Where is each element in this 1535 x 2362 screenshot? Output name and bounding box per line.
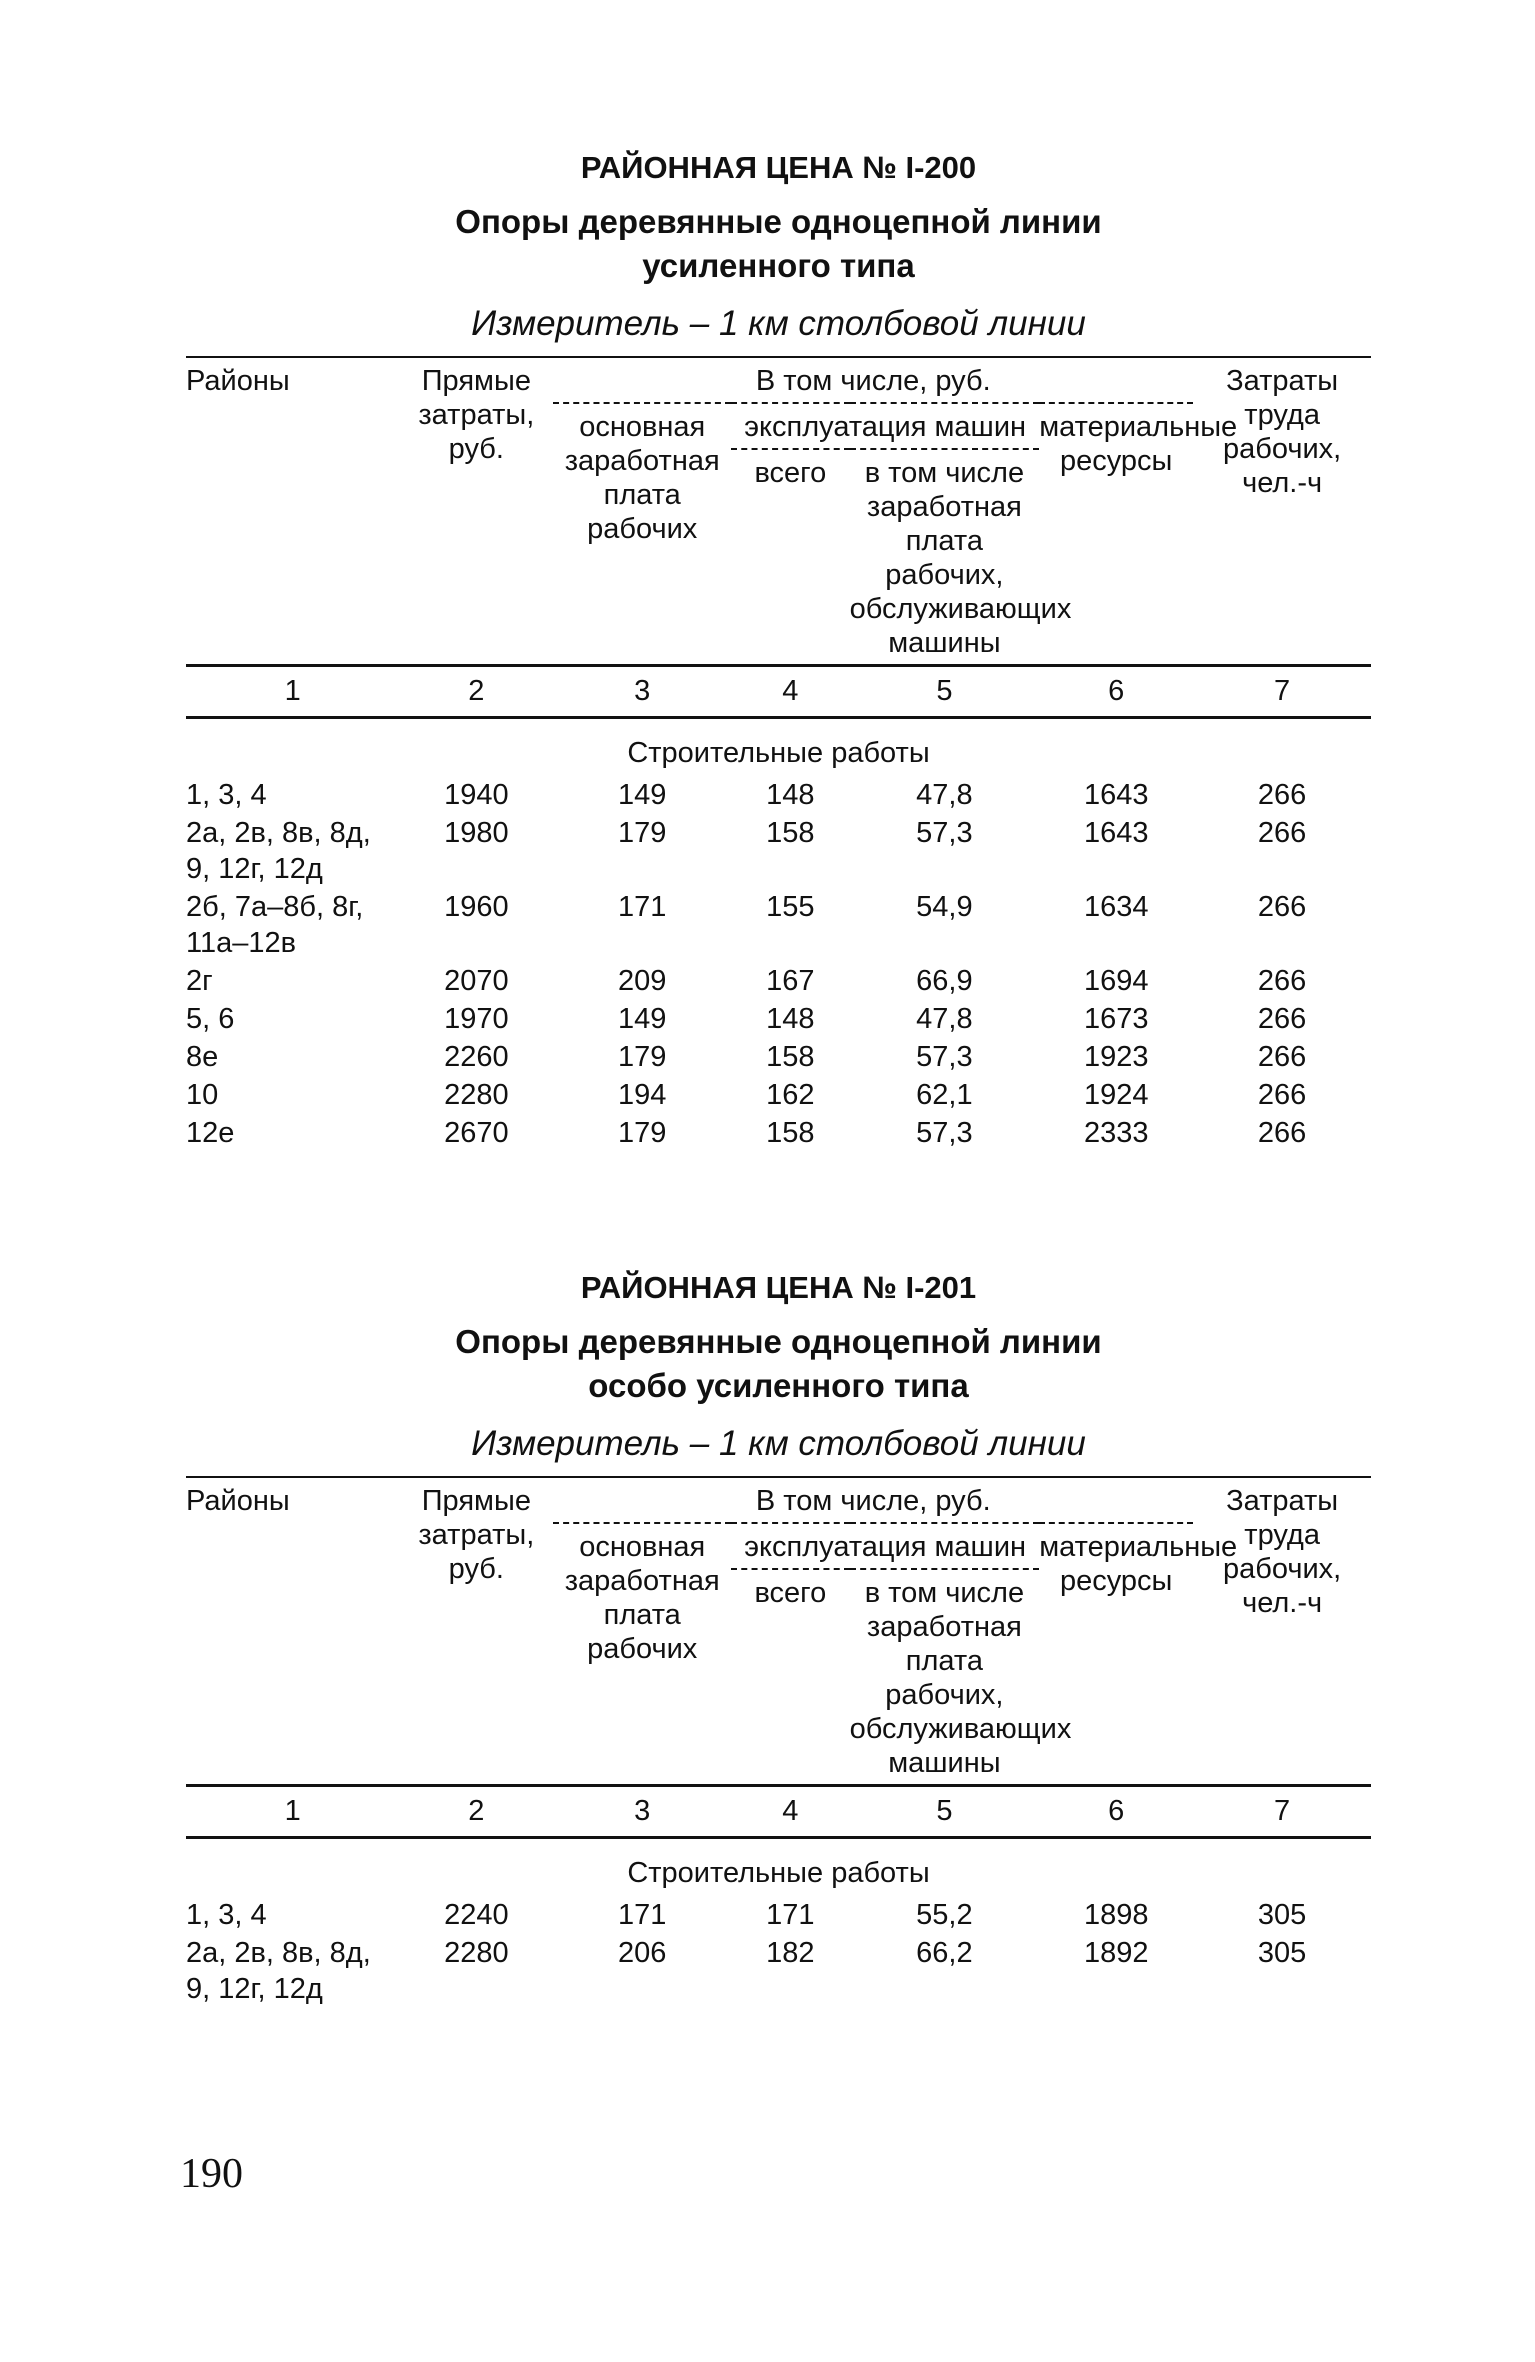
table-body [186, 776, 1371, 1152]
category-label: Строительные работы [627, 1857, 930, 1889]
value-cell: 266 [1257, 817, 1307, 849]
column-number-row [186, 666, 1371, 718]
value-cell: 155 [766, 891, 815, 923]
value-cell: 1892 [1083, 1937, 1149, 1969]
header-direct-costs: Прямые затраты, руб. [399, 1477, 553, 1786]
price-table [186, 1476, 1371, 2008]
value-cell: 1960 [444, 891, 509, 923]
table-row [186, 888, 1371, 962]
value-cell: 171 [618, 891, 667, 923]
category-label: Строительные работы [627, 737, 930, 769]
header-materials: материальные ресурсы [1039, 1531, 1238, 1597]
value-cell: 162 [766, 1079, 815, 1111]
value-cell: 57,3 [916, 1117, 973, 1149]
table-body [186, 1896, 1371, 2008]
header-regions: Районы [186, 1477, 399, 1786]
section-heading: РАЙОННАЯ ЦЕНА № I-201 [580, 1270, 977, 1305]
value-cell: 1694 [1083, 965, 1149, 997]
header-including: В том числе, руб. [553, 357, 1193, 403]
column-number: 3 [553, 666, 731, 718]
value-cell: 266 [1257, 779, 1307, 811]
table-row [186, 1076, 1371, 1114]
value-cell: 62,1 [916, 1079, 973, 1111]
region-cell: 2б, 7а–8б, 8г, 11а–12в [186, 891, 364, 959]
value-cell: 47,8 [916, 779, 973, 811]
value-cell: 57,3 [916, 1041, 973, 1073]
value-cell: 57,3 [916, 817, 973, 849]
column-number: 4 [731, 1786, 850, 1838]
value-cell: 1634 [1083, 891, 1149, 923]
value-cell: 266 [1257, 1003, 1307, 1035]
value-cell: 2280 [444, 1079, 509, 1111]
column-number-row [186, 1786, 1371, 1838]
header-labor: Затраты труда рабочих, чел.-ч [1193, 1477, 1371, 1786]
table-row [186, 776, 1371, 814]
header-machine-operation: эксплуатация машин [731, 1523, 1039, 1569]
section-title [186, 1320, 1371, 1408]
value-cell: 1980 [444, 817, 509, 849]
value-cell: 266 [1257, 1041, 1307, 1073]
value-cell: 149 [618, 1003, 667, 1035]
value-cell: 209 [618, 965, 667, 997]
column-number: 2 [399, 666, 553, 718]
region-cell: 1, 3, 4 [186, 779, 267, 811]
title-line-2: усиленного типа [642, 247, 915, 284]
value-cell: 266 [1257, 891, 1307, 923]
value-cell: 66,9 [916, 965, 973, 997]
price-section-i201 [186, 1270, 1371, 2008]
value-cell: 148 [766, 779, 815, 811]
title-line-1: Опоры деревянные одноцепной линии [455, 203, 1102, 240]
price-table [186, 356, 1371, 1152]
value-cell: 266 [1257, 965, 1307, 997]
header-direct-costs: Прямые затраты, руб. [399, 357, 553, 666]
value-cell: 2070 [444, 965, 509, 997]
region-cell: 5, 6 [186, 1003, 235, 1035]
value-cell: 158 [766, 1117, 815, 1149]
value-cell: 1970 [444, 1003, 509, 1035]
header-total: всего [754, 1577, 827, 1609]
table-row [186, 1000, 1371, 1038]
value-cell: 54,9 [916, 891, 973, 923]
column-number: 5 [850, 1786, 1040, 1838]
value-cell: 266 [1257, 1117, 1307, 1149]
value-cell: 179 [618, 1117, 667, 1149]
table-row [186, 1114, 1371, 1152]
section-title [186, 200, 1371, 288]
value-cell: 47,8 [916, 1003, 973, 1035]
header-including: В том числе, руб. [553, 1477, 1193, 1523]
value-cell: 1940 [444, 779, 509, 811]
region-cell: 12е [186, 1117, 235, 1149]
value-cell: 179 [618, 1041, 667, 1073]
value-cell: 1643 [1083, 817, 1149, 849]
value-cell: 2240 [444, 1899, 509, 1931]
value-cell: 182 [766, 1937, 815, 1969]
header-base-wage: основная заработная плата рабочих [564, 1531, 720, 1665]
column-number: 6 [1039, 666, 1193, 718]
column-number: 3 [553, 1786, 731, 1838]
price-section-i200 [186, 150, 1371, 1152]
value-cell: 2333 [1083, 1117, 1149, 1149]
value-cell: 171 [618, 1899, 667, 1931]
value-cell: 1643 [1083, 779, 1149, 811]
value-cell: 179 [618, 817, 667, 849]
value-cell: 158 [766, 1041, 815, 1073]
value-cell: 2260 [444, 1041, 509, 1073]
value-cell: 66,2 [916, 1937, 973, 1969]
value-cell: 206 [618, 1937, 667, 1969]
column-number: 1 [186, 1786, 399, 1838]
column-number: 6 [1039, 1786, 1193, 1838]
table-row [186, 1934, 1371, 2008]
header-materials: материальные ресурсы [1039, 411, 1238, 477]
value-cell: 266 [1257, 1079, 1307, 1111]
header-base-wage: основная заработная плата рабочих [564, 411, 720, 545]
header-labor: Затраты труда рабочих, чел.-ч [1193, 357, 1371, 666]
value-cell: 2670 [444, 1117, 509, 1149]
region-cell: 2а, 2в, 8в, 8д, 9, 12г, 12д [186, 1937, 371, 2005]
table-row [186, 814, 1371, 888]
region-cell: 8е [186, 1041, 219, 1073]
value-cell: 305 [1257, 1899, 1307, 1931]
column-number: 5 [850, 666, 1040, 718]
value-cell: 148 [766, 1003, 815, 1035]
title-line-1: Опоры деревянные одноцепной линии [455, 1323, 1102, 1360]
value-cell: 171 [766, 1899, 815, 1931]
value-cell: 1924 [1083, 1079, 1149, 1111]
header-machine-wage: в том числе заработная плата рабочих, обслуживающих машины [849, 457, 1072, 659]
column-number: 4 [731, 666, 850, 718]
value-cell: 149 [618, 779, 667, 811]
region-cell: 1, 3, 4 [186, 1899, 267, 1931]
title-line-2: особо усиленного типа [588, 1367, 969, 1404]
table-row [186, 1896, 1371, 1934]
measure-unit: Измеритель – 1 км столбовой линии [471, 1424, 1086, 1463]
column-number: 1 [186, 666, 399, 718]
region-cell: 2г [186, 965, 213, 997]
header-regions: Районы [186, 357, 399, 666]
value-cell: 167 [766, 965, 815, 997]
column-number: 7 [1193, 1786, 1371, 1838]
value-cell: 2280 [444, 1937, 509, 1969]
value-cell: 305 [1257, 1937, 1307, 1969]
value-cell: 194 [618, 1079, 667, 1111]
header-total: всего [754, 457, 827, 489]
header-machine-operation: эксплуатация машин [731, 403, 1039, 449]
header-machine-wage: в том числе заработная плата рабочих, обслуживающих машины [849, 1577, 1072, 1779]
value-cell: 158 [766, 817, 815, 849]
region-cell: 10 [186, 1079, 219, 1111]
column-number: 2 [399, 1786, 553, 1838]
table-row [186, 1038, 1371, 1076]
value-cell: 55,2 [916, 1899, 973, 1931]
measure-unit: Измеритель – 1 км столбовой линии [471, 304, 1086, 343]
section-heading: РАЙОННАЯ ЦЕНА № I-200 [580, 150, 977, 185]
region-cell: 2а, 2в, 8в, 8д, 9, 12г, 12д [186, 817, 371, 885]
value-cell: 1673 [1083, 1003, 1149, 1035]
table-row [186, 962, 1371, 1000]
value-cell: 1898 [1083, 1899, 1149, 1931]
page-number: 190 [180, 2151, 243, 2197]
value-cell: 1923 [1083, 1041, 1149, 1073]
column-number: 7 [1193, 666, 1371, 718]
